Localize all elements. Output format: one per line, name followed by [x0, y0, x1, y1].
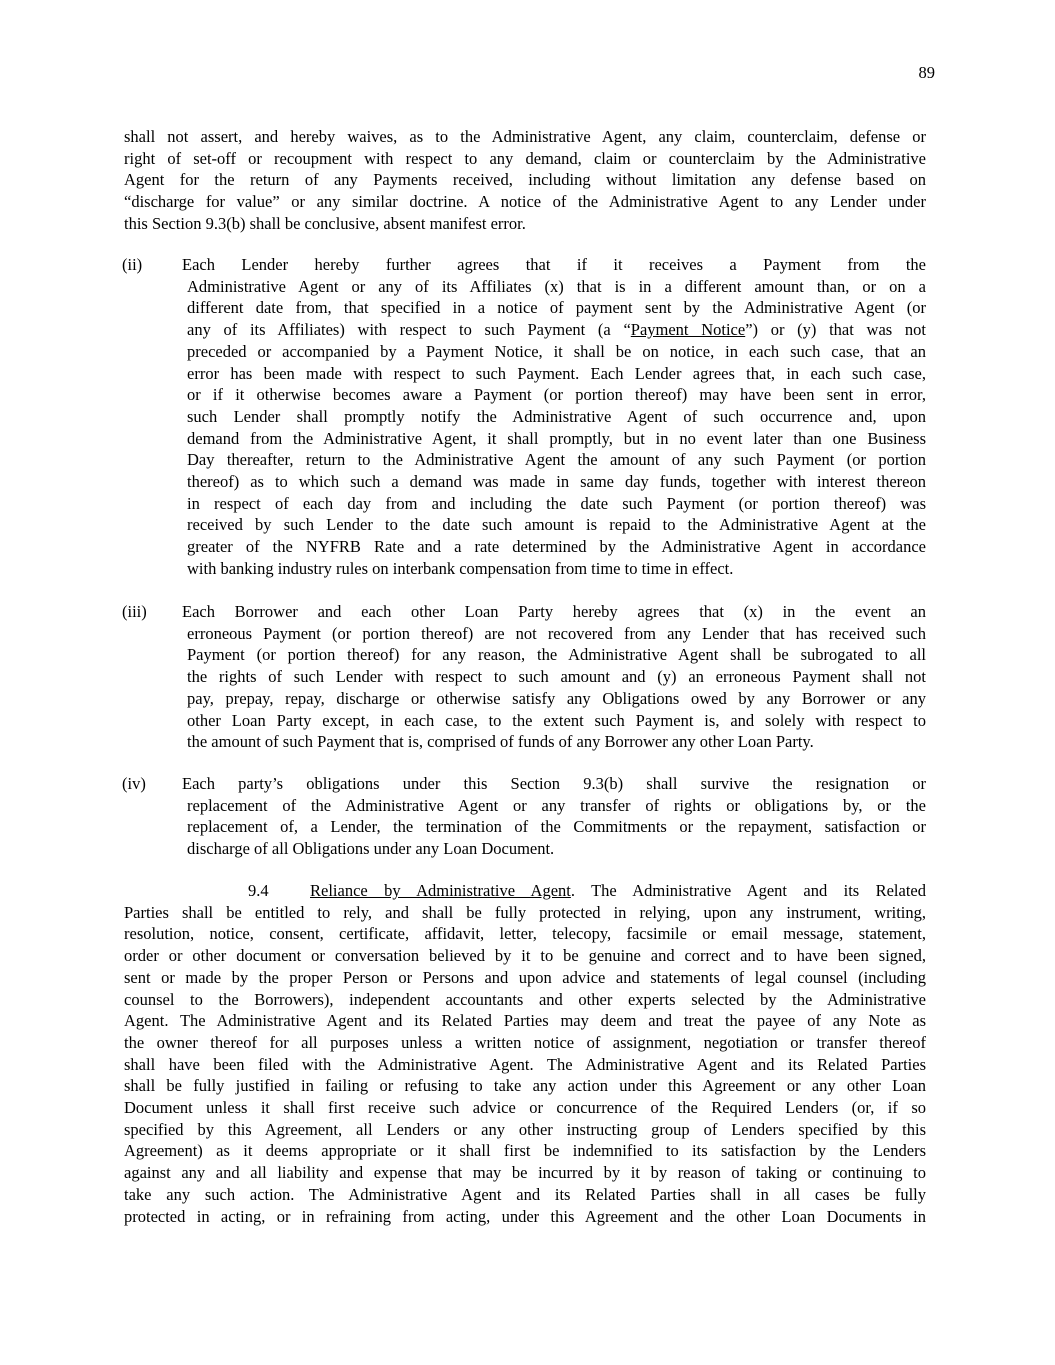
text-line: right of set-off or recoupment with respect to any demand, claim or counterclaim by the Administrative [124, 148, 926, 168]
text-line [124, 880, 926, 902]
text-line [187, 319, 926, 341]
text-line: greater of the NYFRB Rate and a rate determined by the Administrative Agent in accordance [187, 537, 926, 557]
text-line: Day thereafter, return to the Administrative Agent the amount of any such Payment (or portion [187, 450, 926, 470]
text-line [62, 254, 926, 276]
defined-term-payment-notice: Payment Notice [630, 320, 746, 340]
text-line: Agent. The Administrative Agent and its Related Parties may deem and treat the payee of any Note as [124, 1011, 926, 1031]
text-line: thereof) as to which such a demand was made in same day funds, together with interest thereon [187, 472, 926, 492]
paragraph-continuation [124, 126, 926, 235]
text-line: shall have been filed with the Administrative Agent. The Administrative Agent and its Related Parties [124, 1054, 926, 1074]
text-line: Agreement) as it deems appropriate or it shall first be indemnified to its satisfaction by the Lenders [124, 1141, 926, 1161]
text-line: the rights of such Lender with respect to such amount and (y) an erroneous Payment shall not [187, 667, 926, 687]
text-line: sent or made by the proper Person or Persons and upon advice and statements of legal counsel (including [124, 967, 926, 987]
text-line: Parties shall be entitled to rely, and shall be fully protected in relying, upon any instrument, writing, [124, 902, 926, 922]
text-fragment: Each Lender hereby further agrees that if it receives a Payment from the [182, 255, 926, 274]
text-fragment: any of its Affiliates) with respect to such Payment (a “ [187, 320, 631, 340]
text-line: Administrative Agent or any of its Affiliates (x) that is in a different amount than, or on a [187, 276, 926, 296]
text-line: protected in acting, or in refraining from acting, under this Agreement and the other Loan Documents in [124, 1206, 926, 1226]
text-line [62, 773, 926, 795]
text-line: Payment (or portion thereof) for any reason, the Administrative Agent shall be subrogated to all [187, 645, 926, 665]
text-line: error has been made with respect to such Payment. Each Lender agrees that, in each such case, [187, 363, 926, 383]
text-line: other Loan Party except, in each case, to the extent such Payment is, and solely with respect to [187, 710, 926, 730]
text-line [62, 601, 926, 623]
text-line: demand from the Administrative Agent, it shall promptly, but in no event later than one Business [187, 428, 926, 448]
text-line: shall be fully justified in failing or refusing to take any action under this Agreement or any other Loan [124, 1076, 926, 1096]
text-line: specified by this Agreement, all Lenders or any other instructing group of Lenders specified by this [124, 1119, 926, 1139]
text-line: replacement of the Administrative Agent or any transfer of rights or obligations by, or the [187, 795, 926, 815]
text-line: counsel to the Borrowers), independent accountants and other experts selected by the Administrative [124, 989, 926, 1009]
text-line: take any such action. The Administrative Agent and its Related Parties shall in all cases be fully [124, 1184, 926, 1204]
clause-ii [122, 254, 926, 580]
text-line: discharge of all Obligations under any Loan Document. [187, 839, 555, 859]
clause-iii [122, 601, 926, 753]
text-line: preceded or accompanied by a Payment Notice, it shall be on notice, in each such case, that an [187, 341, 926, 361]
text-line: against any and all liability and expense that may be incurred by it by reason of taking or continuing to [124, 1163, 926, 1183]
text-line: erroneous Payment (or portion thereof) are not recovered from any Lender that has received such [187, 623, 926, 643]
text-fragment: ”) or (y) that was not [745, 320, 926, 340]
text-line: “discharge for value” or any similar doctrine. A notice of the Administrative Agent to any Lender under [124, 192, 926, 212]
text-line: this Section 9.3(b) shall be conclusive, absent manifest error. [124, 213, 526, 233]
text-line: Document unless it shall first receive such advice or concurrence of the Required Lenders (or, if so [124, 1098, 926, 1118]
clause-number: (iii) [122, 602, 147, 621]
text-line: Agent for the return of any Payments received, including without limitation any defense based on [124, 170, 926, 190]
section-9-4 [124, 880, 926, 1227]
text-line: with banking industry rules on interbank compensation from time to time in effect. [187, 558, 734, 578]
text-line: in respect of each day from and including the date such Payment (or portion thereof) was [187, 493, 926, 513]
text-line: received by such Lender to the date such amount is repaid to the Administrative Agent at the [187, 515, 926, 535]
section-number: 9.4 [248, 881, 269, 900]
text-line: the owner thereof for all purposes unless a written notice of assignment, negotiation or transfer thereof [124, 1032, 926, 1052]
page-number: 89 [918, 63, 935, 82]
clause-number: (iv) [122, 774, 146, 793]
text-fragment: Each Borrower and each other Loan Party hereby agrees that (x) in the event an [182, 602, 926, 621]
clause-number: (ii) [122, 255, 143, 274]
text-line: replacement of, a Lender, the termination of the Commitments or the repayment, satisfaction or [187, 817, 926, 837]
text-line: pay, prepay, repay, discharge or otherwise satisfy any Obligations owed by any Borrower or any [187, 688, 926, 708]
text-line: shall not assert, and hereby waives, as to the Administrative Agent, any claim, counterclaim, defense or [124, 127, 926, 146]
text-fragment: Each party’s obligations under this Section 9.3(b) shall survive the resignation or [182, 774, 926, 793]
text-fragment: . The Administrative Agent and its Related [570, 881, 926, 900]
text-line: such Lender shall promptly notify the Administrative Agent of such occurrence and, upon [187, 406, 926, 426]
section-title: Reliance by Administrative Agent [310, 881, 571, 900]
text-line: or if it otherwise becomes aware a Payment (or portion thereof) may have been sent in error, [187, 385, 926, 405]
text-line: different date from, that specified in a notice of payment sent by the Administrative Agent (or [187, 298, 926, 318]
text-line: resolution, notice, consent, certificate, affidavit, letter, telecopy, facsimile or email message, statement, [124, 924, 926, 944]
clause-iv [122, 773, 926, 860]
text-line: order or other document or conversation believed by it to be genuine and correct and to have been signed, [124, 946, 926, 966]
text-line: the amount of such Payment that is, comprised of funds of any Borrower any other Loan Party. [187, 732, 814, 752]
